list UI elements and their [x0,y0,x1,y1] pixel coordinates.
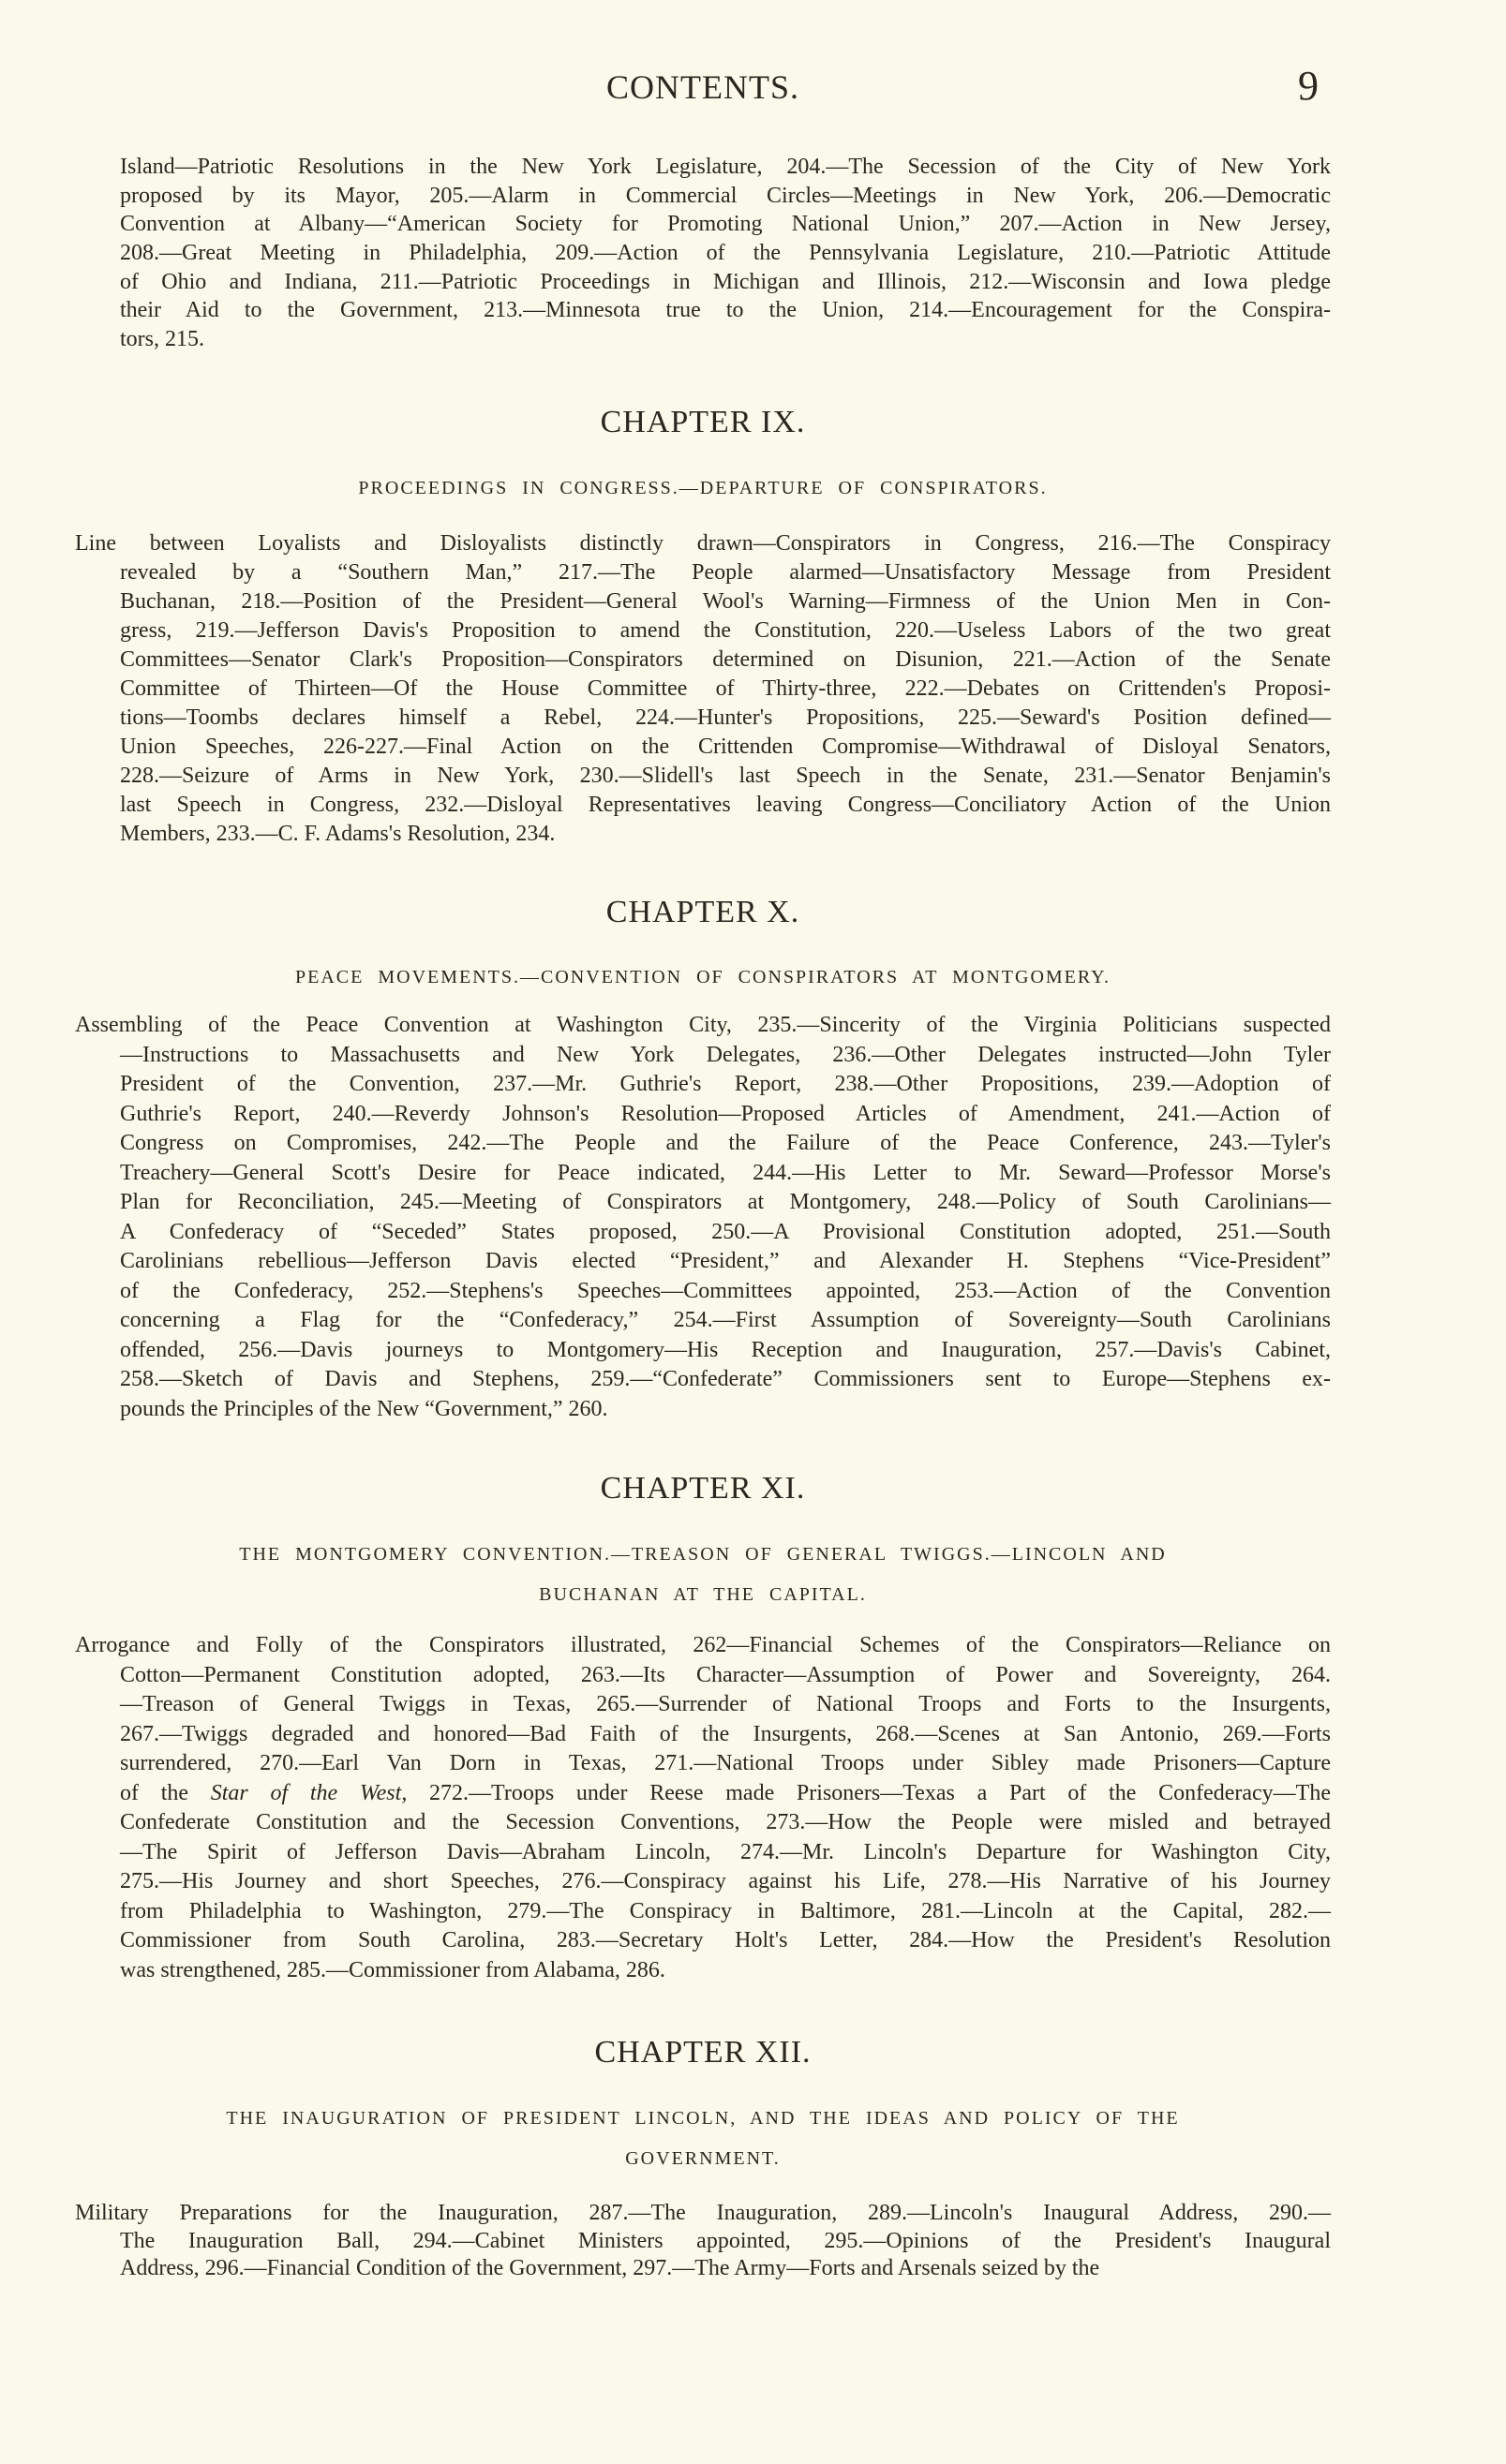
chapter-xii-summary [75,2200,1331,2283]
text-line: —The Spirit of Jefferson Davis—Abraham Lincoln, 274.—Mr. Lincoln's Departure for Washington City, [120,1839,1331,1864]
text-line: 275.—His Journey and short Speeches, 276.—Conspiracy against his Life, 278.—His Narrative of his Journey [120,1869,1331,1893]
text-line: Carolinians rebellious—Jefferson Davis elected “President,” and Alexander H. Stephens “Vice-President” [120,1249,1331,1273]
chapter-x-summary [75,1011,1331,1424]
chapter-ix-heading: CHAPTER IX. [600,405,806,439]
text-line: President of the Convention, 237.—Mr. Guthrie's Report, 238.—Other Propositions, 239.—Adoption of [120,1072,1331,1096]
text-line: 208.—Great Meeting in Philadelphia, 209.—Action of the Pennsylvania Legislature, 210.—Patriotic Attitude [120,241,1331,266]
text-line: proposed by its Mayor, 205.—Alarm in Commercial Circles—Meetings in New York, 206.—Democratic [120,183,1331,208]
text-line: Cotton—Permanent Constitution adopted, 263.—Its Character—Assumption of Power and Sovereignty, 264. [120,1662,1331,1687]
subtitle-line: BUCHANAN AT THE CAPITAL. [539,1584,867,1605]
chapter-ix-subtitle [75,468,1331,509]
text-line: gress, 219.—Jefferson Davis's Proposition to amend the Constitution, 220.—Useless Labors of the two great [120,618,1331,643]
text-line: of the Confederacy, 252.—Stephens's Speeches—Committees appointed, 253.—Action of the Convention [120,1278,1331,1303]
text-line: Convention at Albany—“American Society for Promoting National Union,” 207.—Action in New Jersey, [120,212,1331,237]
text-line: was strengthened, 285.—Commissioner from Alabama, 286. [120,1957,665,1982]
text-line: Committees—Senator Clark's Proposition—Conspirators determined on Disunion, 221.—Action of the Senate [120,647,1331,672]
text-line: —Instructions to Massachusetts and New York Delegates, 236.—Other Delegates instructed—John Tyler [120,1042,1331,1067]
text-line: 258.—Sketch of Davis and Stephens, 259.—“Confederate” Commissioners sent to Europe—Stephens ex- [120,1367,1331,1391]
text-line: of Ohio and Indiana, 211.—Patriotic Proceedings in Michigan and Illinois, 212.—Wisconsin and Iowa pledge [120,269,1331,294]
text-line: Assembling of the Peace Convention at Washington City, 235.—Sincerity of the Virginia Politicians suspected [75,1013,1331,1037]
text-line: last Speech in Congress, 232.—Disloyal Representatives leaving Congress—Conciliatory Action of the Union [120,793,1331,817]
text-line: tors, 215. [120,327,204,352]
text-line: Military Preparations for the Inauguration, 287.—The Inauguration, 289.—Lincoln's Inaugural Address, 290.— [75,2201,1331,2225]
chapter-x-subtitle [75,957,1331,998]
text-line: Line between Loyalists and Disloyalists distinctly drawn—Conspirators in Congress, 216.—The Conspiracy [75,531,1331,556]
text-line: Address, 296.—Financial Condition of the Government, 297.—The Army—Forts and Arsenals seized by the [120,2256,1100,2280]
text-line: —Treason of General Twiggs in Texas, 265.—Surrender of National Troops and Forts to the Insurgents, [120,1692,1331,1716]
subtitle-line: PROCEEDINGS IN CONGRESS.—DEPARTURE OF CONSPIRATORS. [358,478,1048,498]
text-line: Union Speeches, 226-227.—Final Action on the Crittenden Compromise—Withdrawal of Disloyal Senators, [120,735,1331,759]
chapter-xii-heading: CHAPTER XII. [594,2035,812,2070]
text-line: from Philadelphia to Washington, 279.—The Conspiracy in Baltimore, 281.—Lincoln at the Capital, 282.— [120,1898,1331,1923]
text-line: 228.—Seizure of Arms in New York, 230.—Slidell's last Speech in the Senate, 231.—Senator Benjamin's [120,764,1331,788]
subtitle-line: PEACE MOVEMENTS.—CONVENTION OF CONSPIRATORS AT MONTGOMERY. [295,967,1111,987]
chapter-ix-summary [75,529,1331,849]
text-line: their Aid to the Government, 213.—Minnesota true to the Union, 214.—Encouragement for the Conspira- [120,298,1331,323]
text-line: Confederate Constitution and the Secession Conventions, 273.—How the People were misled and betrayed [120,1810,1331,1834]
subtitle-line: THE MONTGOMERY CONVENTION.—TREASON OF GENERAL TWIGGS.—LINCOLN AND [239,1544,1167,1565]
text-line: Congress on Compromises, 242.—The People and the Failure of the Peace Conference, 243.—Tyler's [120,1131,1331,1155]
text-line: revealed by a “Southern Man,” 217.—The People alarmed—Unsatisfactory Message from President [120,560,1331,585]
text-line: 267.—Twiggs degraded and honored—Bad Faith of the Insurgents, 268.—Scenes at San Antonio, 269.—Forts [120,1721,1331,1746]
continuation-paragraph [75,153,1331,354]
italic-title: Star of the West [210,1780,402,1805]
subtitle-line: GOVERNMENT. [625,2148,781,2169]
text-line [75,1779,1331,1809]
text-line: surrendered, 270.—Earl Van Dorn in Texas, 271.—National Troops under Sibley made Prisoners—Capture [120,1751,1331,1775]
text-line: concerning a Flag for the “Confederacy,” 254.—First Assumption of Sovereignty—South Carolinians [120,1308,1331,1332]
text-segment: , 272.—Troops under Reese made Prisoners—Texas a Part of the Confederacy—The [401,1780,1331,1805]
text-line: Plan for Reconciliation, 245.—Meeting of Conspirators at Montgomery, 248.—Policy of South Carolinians— [120,1190,1331,1214]
text-line: tions—Toombs declares himself a Rebel, 224.—Hunter's Propositions, 225.—Seward's Position defined— [120,705,1331,730]
text-line: Committee of Thirteen—Of the House Committee of Thirty-three, 222.—Debates on Crittenden's Proposi- [120,676,1331,701]
page-number: 9 [1298,63,1319,109]
text-line: pounds the Principles of the New “Government,” 260. [120,1396,608,1421]
text-line: The Inauguration Ball, 294.—Cabinet Ministers appointed, 295.—Opinions of the President's Inaugural [120,2228,1331,2253]
text-line: Arrogance and Folly of the Conspirators illustrated, 262—Financial Schemes of the Conspirators—Reliance on [75,1633,1331,1657]
chapter-xi-heading: CHAPTER XI. [600,1471,806,1506]
chapter-xi-summary [75,1631,1331,1985]
text-line: Members, 233.—C. F. Adams's Resolution, 234. [120,822,556,846]
text-segment: of the [120,1780,211,1805]
text-line: Island—Patriotic Resolutions in the New York Legislature, 204.—The Secession of the City of New York [120,155,1331,179]
text-line: Buchanan, 218.—Position of the President—General Wool's Warning—Firmness of the Union Men in Con- [120,589,1331,614]
text-line: Guthrie's Report, 240.—Reverdy Johnson's Resolution—Proposed Articles of Amendment, 241.—Action of [120,1101,1331,1126]
chapter-xi-subtitle [75,1535,1331,1615]
subtitle-line: THE INAUGURATION OF PRESIDENT LINCOLN, AND THE IDEAS AND POLICY OF THE [226,2108,1180,2129]
chapter-xii-subtitle [75,2099,1331,2179]
text-line: Commissioner from South Carolina, 283.—Secretary Holt's Letter, 284.—How the President's Resolution [120,1928,1331,1952]
running-head-title: CONTENTS. [606,68,799,106]
text-line: Treachery—General Scott's Desire for Peace indicated, 244.—His Letter to Mr. Seward—Professor Morse's [120,1160,1331,1185]
text-line: offended, 256.—Davis journeys to Montgomery—His Reception and Inauguration, 257.—Davis's Cabinet, [120,1337,1331,1362]
text-line: A Confederacy of “Seceded” States proposed, 250.—A Provisional Constitution adopted, 251.—South [120,1219,1331,1244]
chapter-x-heading: CHAPTER X. [605,895,800,929]
